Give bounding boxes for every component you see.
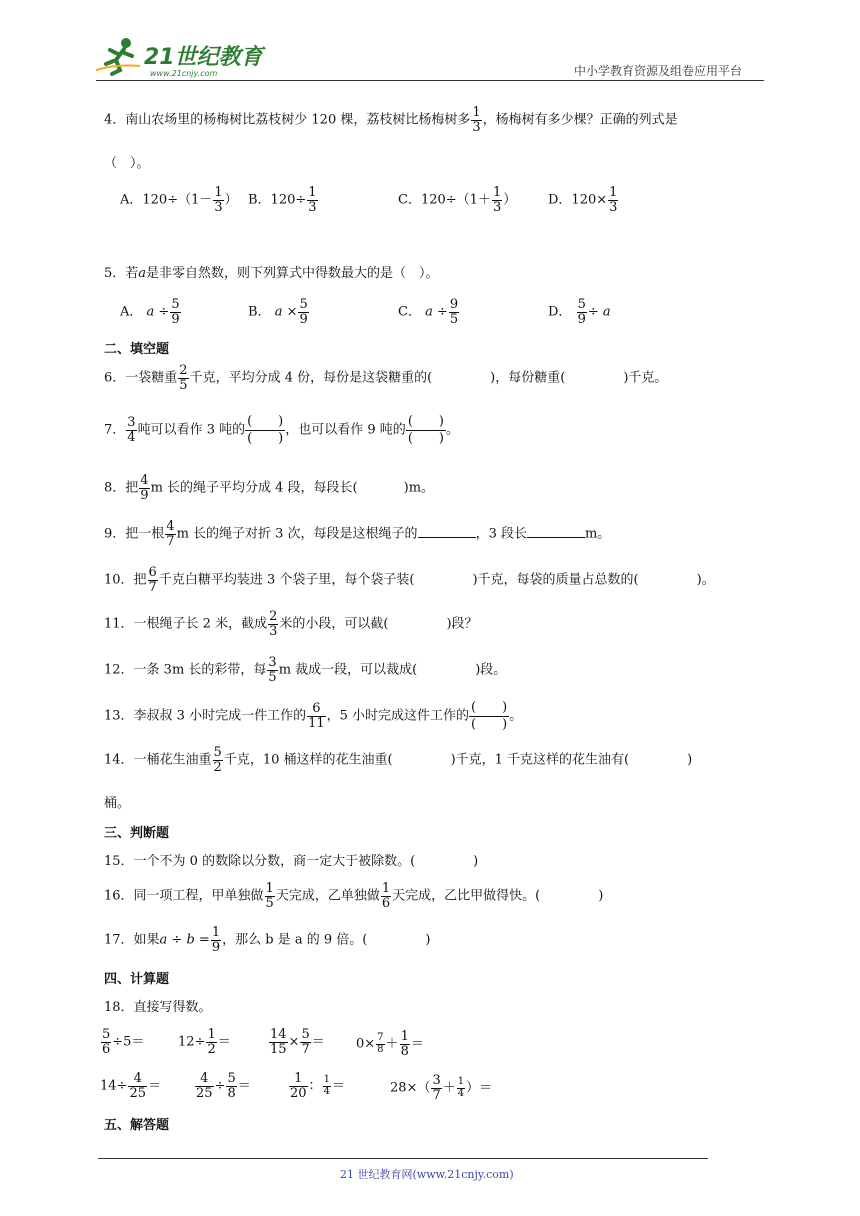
calc-item: $\frac{1}{20}$ ： $\frac{1}{4}$ ＝ bbox=[290, 1071, 345, 1101]
q4-option-c[interactable]: C．120÷（1＋ $\frac{1}{3}$ ） bbox=[398, 185, 517, 215]
calc-item: $\frac{14}{15}$ × $\frac{5}{7}$ ＝ bbox=[270, 1027, 325, 1057]
runner-logo-icon bbox=[96, 36, 142, 76]
question-16: 16．同一项工程，甲单独做 $\frac{1}{5}$ 天完成，乙单独做 $\frac{1}{6}$ 天完成，乙比甲做得快。( ) bbox=[104, 881, 604, 911]
footer-text: 21 世纪教育网(www.21cnjy.com) bbox=[340, 1168, 514, 1181]
q5-option-a[interactable]: A． a ÷ $\frac{5}{9}$ bbox=[120, 297, 180, 327]
question-7: 7． $\frac{3}{4}$ 吨可以看作 3 吨的 ( ) ( ) ，也可以看作 9 吨的 ( ) ( ) 。 bbox=[104, 414, 459, 446]
fraction: $\frac{1}{3}$ bbox=[472, 105, 481, 135]
question-5: 5．若a是非零自然数，则下列算式中得数最大的是（ ）。 bbox=[104, 266, 439, 281]
question-9: 9．把一根 $\frac{4}{7}$ m 长的绳子对折 3 次，每段是这根绳子的 ，3 段长 m。 bbox=[104, 519, 611, 549]
question-18-title: 18．直接写得数。 bbox=[104, 1000, 212, 1015]
question-4: 4．南山农场里的杨梅树比荔枝树少 120 棵，荔枝树比杨梅树多 $\frac{1}{3}$ ，杨梅树有多少棵？正确的列式是 bbox=[104, 105, 678, 135]
logo bbox=[96, 36, 142, 76]
answer-fraction-blank[interactable]: ( ) ( ) bbox=[471, 700, 508, 732]
question-12: 12．一条 3m 长的彩带，每 $\frac{3}{5}$ m 裁成一段，可以裁成( )段。 bbox=[104, 655, 507, 685]
question-14: 14．一桶花生油重 $\frac{5}{2}$ 千克，10 桶这样的花生油重( )千克，1 千克这样的花生油有( ) bbox=[104, 745, 693, 775]
section-title-calculation: 四、计算题 bbox=[104, 972, 170, 987]
section-title-judgment: 三、判断题 bbox=[104, 826, 170, 841]
q4-option-d[interactable]: D．120× $\frac{1}{3}$ bbox=[548, 185, 618, 215]
calc-item: 28×（ $\frac{3}{7}$ ＋ $\frac{1}{4}$ ）＝ bbox=[390, 1073, 493, 1103]
footer-divider bbox=[98, 1158, 708, 1159]
question-15: 15．一个不为 0 的数除以分数，商一定大于被除数。( ) bbox=[104, 854, 479, 869]
question-10: 10．把 $\frac{6}{7}$ 千克白糖平均装进 3 个袋子里，每个袋子装( )千克，每袋的质量占总数的( )。 bbox=[104, 565, 715, 595]
question-4-line2: （ ）。 bbox=[104, 156, 150, 171]
q5-option-d[interactable]: D． $\frac{5}{9}$ ÷ a bbox=[548, 297, 611, 327]
q5-option-c[interactable]: C． a ÷ $\frac{9}{5}$ bbox=[398, 297, 459, 327]
question-8: 8．把 $\frac{4}{9}$ m 长的绳子平均分成 4 段，每段长( )m。 bbox=[104, 473, 435, 503]
question-13: 13．李叔叔 3 小时完成一件工作的 $\frac{6}{11}$ ，5 小时完成这件工作的 ( ) ( ) 。 bbox=[104, 700, 523, 732]
q4-option-a[interactable]: A．120÷（1－ $\frac{1}{3}$ ） bbox=[120, 185, 238, 215]
calc-item: 0× $\frac{7}{8}$ ＋ $\frac{1}{8}$ ＝ bbox=[356, 1029, 424, 1059]
question-14-line2: 桶。 bbox=[104, 796, 131, 811]
answer-underline[interactable] bbox=[527, 525, 585, 538]
question-11: 11．一根绳子长 2 米，截成 $\frac{2}{3}$ 米的小段，可以截( )段？ bbox=[104, 609, 478, 639]
calc-item: 14÷ $\frac{4}{25}$ ＝ bbox=[100, 1071, 161, 1101]
calc-item: $\frac{5}{6}$ ÷5＝ bbox=[102, 1027, 145, 1057]
answer-fraction-blank[interactable]: ( ) ( ) bbox=[407, 414, 444, 446]
header-platform-text: 中小学教育资源及组卷应用平台 bbox=[574, 64, 743, 78]
logo-text: 21世纪教育 bbox=[144, 45, 263, 70]
q4-option-b[interactable]: B．120÷ $\frac{1}{3}$ bbox=[248, 185, 317, 215]
calc-item: $\frac{4}{25}$ ÷ $\frac{5}{8}$ ＝ bbox=[196, 1071, 251, 1101]
section-title-fill-blank: 二、填空题 bbox=[104, 342, 170, 357]
logo-url: www.21cnjy.com bbox=[150, 69, 218, 78]
answer-underline[interactable] bbox=[418, 525, 476, 538]
calc-item: 12÷ $\frac{1}{2}$ ＝ bbox=[178, 1027, 231, 1057]
question-6: 6．一袋糖重 $\frac{2}{5}$ 千克，平均分成 4 份，每份是这袋糖重的( )，每份糖重( )千克。 bbox=[104, 363, 668, 393]
answer-fraction-blank[interactable]: ( ) ( ) bbox=[247, 414, 284, 446]
header-divider bbox=[96, 80, 764, 81]
q5-option-b[interactable]: B． a × $\frac{5}{9}$ bbox=[248, 297, 308, 327]
section-title-solution: 五、解答题 bbox=[104, 1118, 170, 1133]
question-17: 17．如果a ÷ b = $\frac{1}{9}$ ，那么 b 是 a 的 9 倍。( ) bbox=[104, 925, 431, 955]
